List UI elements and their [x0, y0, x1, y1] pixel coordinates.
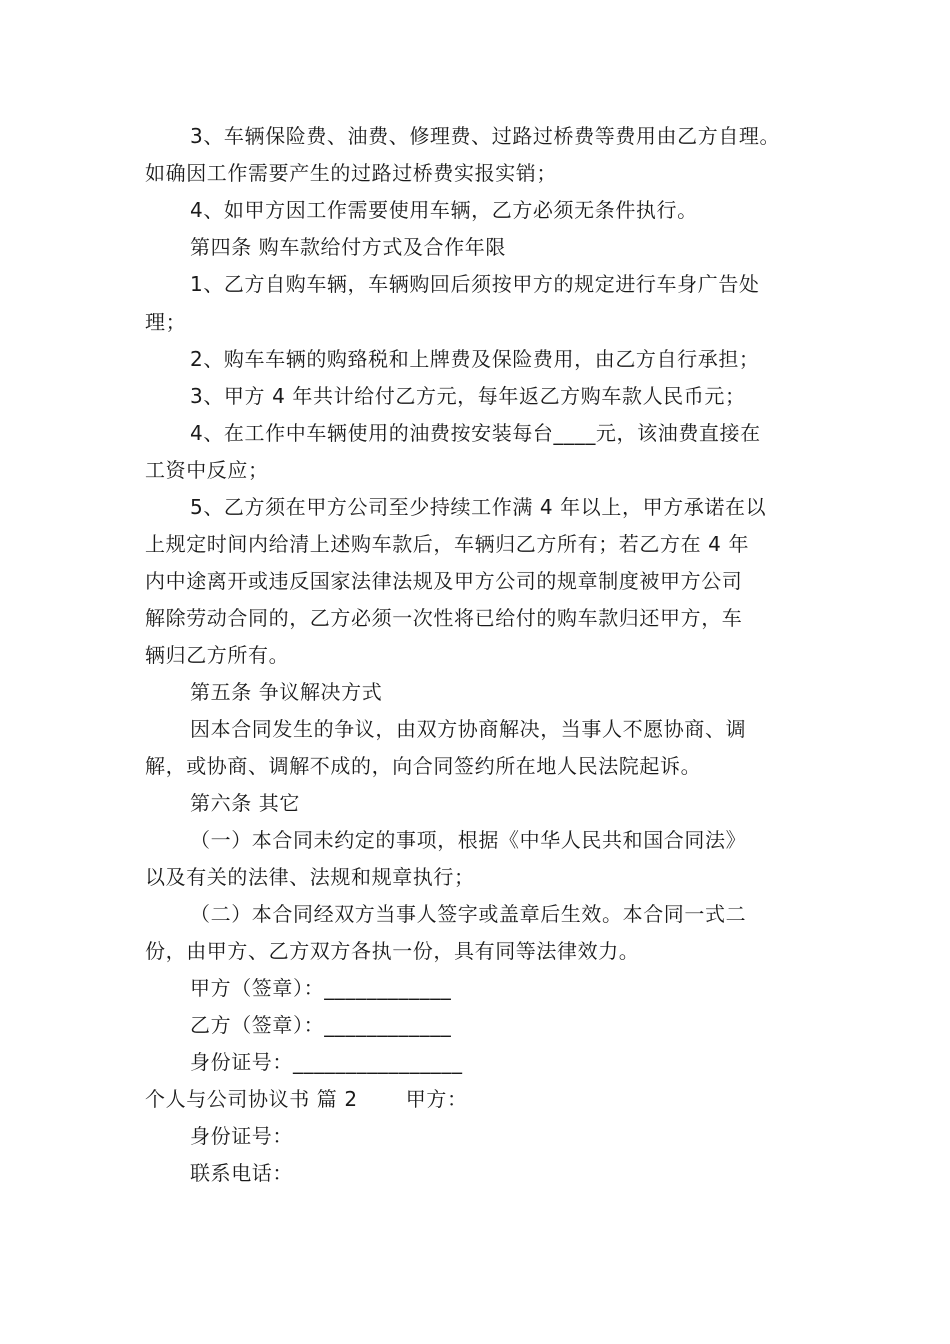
clause-4-4-cont: 工资中反应； — [145, 458, 269, 482]
clause-4-5-cont-4: 辆归乙方所有。 — [145, 643, 290, 667]
clause-4-2: 2、购车车辆的购臵税和上牌费及保险费用，由乙方自行承担； — [190, 347, 760, 371]
article-6-item-1: （一）本合同未约定的事项，根据《中华人民共和国合同法》 — [190, 828, 747, 852]
clause-4-5-cont-3: 解除劳动合同的，乙方必须一次性将已给付的购车款归还甲方，车 — [145, 606, 743, 630]
article-6-item-2-cont: 份，由甲方、乙方双方各执一份，具有同等法律效力。 — [145, 939, 640, 963]
article-6-item-2: （二）本合同经双方当事人签字或盖章后生效。本合同一式二 — [190, 902, 747, 926]
article-4-heading: 第四条 购车款给付方式及合作年限 — [190, 235, 506, 259]
article-5-body-cont: 解，或协商、调解不成的，向合同签约所在地人民法院起诉。 — [145, 754, 702, 778]
party-b-signature: 乙方（签章）：____________ — [190, 1013, 452, 1037]
clause-3-2: 4、如甲方因工作需要使用车辆，乙方必须无条件执行。 — [190, 198, 698, 222]
clause-4-1-cont: 理； — [145, 310, 187, 334]
agreement-2-id-number: 身份证号： — [190, 1124, 293, 1148]
article-6-item-1-cont: 以及有关的法律、法规和规章执行； — [145, 865, 475, 889]
clause-4-1: 1、乙方自购车辆，车辆购回后须按甲方的规定进行车身广告处 — [190, 272, 760, 296]
article-5-heading: 第五条 争议解决方式 — [190, 680, 383, 704]
clause-4-5-cont-2: 内中途离开或违反国家法律法规及甲方公司的规章制度被甲方公司 — [145, 569, 743, 593]
agreement-2-heading: 个人与公司协议书 篇 2 甲方： — [145, 1087, 468, 1111]
article-6-heading: 第六条 其它 — [190, 791, 300, 815]
article-5-body: 因本合同发生的争议，由双方协商解决，当事人不愿协商、调 — [190, 717, 747, 741]
clause-4-3: 3、甲方 4 年共计给付乙方元，每年返乙方购车款人民币元； — [190, 384, 746, 408]
clause-4-5: 5、乙方须在甲方公司至少持续工作满 4 年以上，甲方承诺在以 — [190, 495, 767, 519]
id-number-field: 身份证号：________________ — [190, 1050, 463, 1074]
agreement-2-phone: 联系电话： — [190, 1161, 293, 1185]
clause-3-1-cont: 如确因工作需要产生的过路过桥费实报实销； — [145, 161, 557, 185]
clause-3-1: 3、车辆保险费、油费、修理费、过路过桥费等费用由乙方自理。 — [190, 124, 781, 148]
clause-4-5-cont-1: 上规定时间内给清上述购车款后，车辆归乙方所有；若乙方在 4 年 — [145, 532, 750, 556]
clause-4-4: 4、在工作中车辆使用的油费按安装每台____元，该油费直接在 — [190, 421, 761, 445]
party-a-signature: 甲方（签章）：____________ — [190, 976, 452, 1000]
